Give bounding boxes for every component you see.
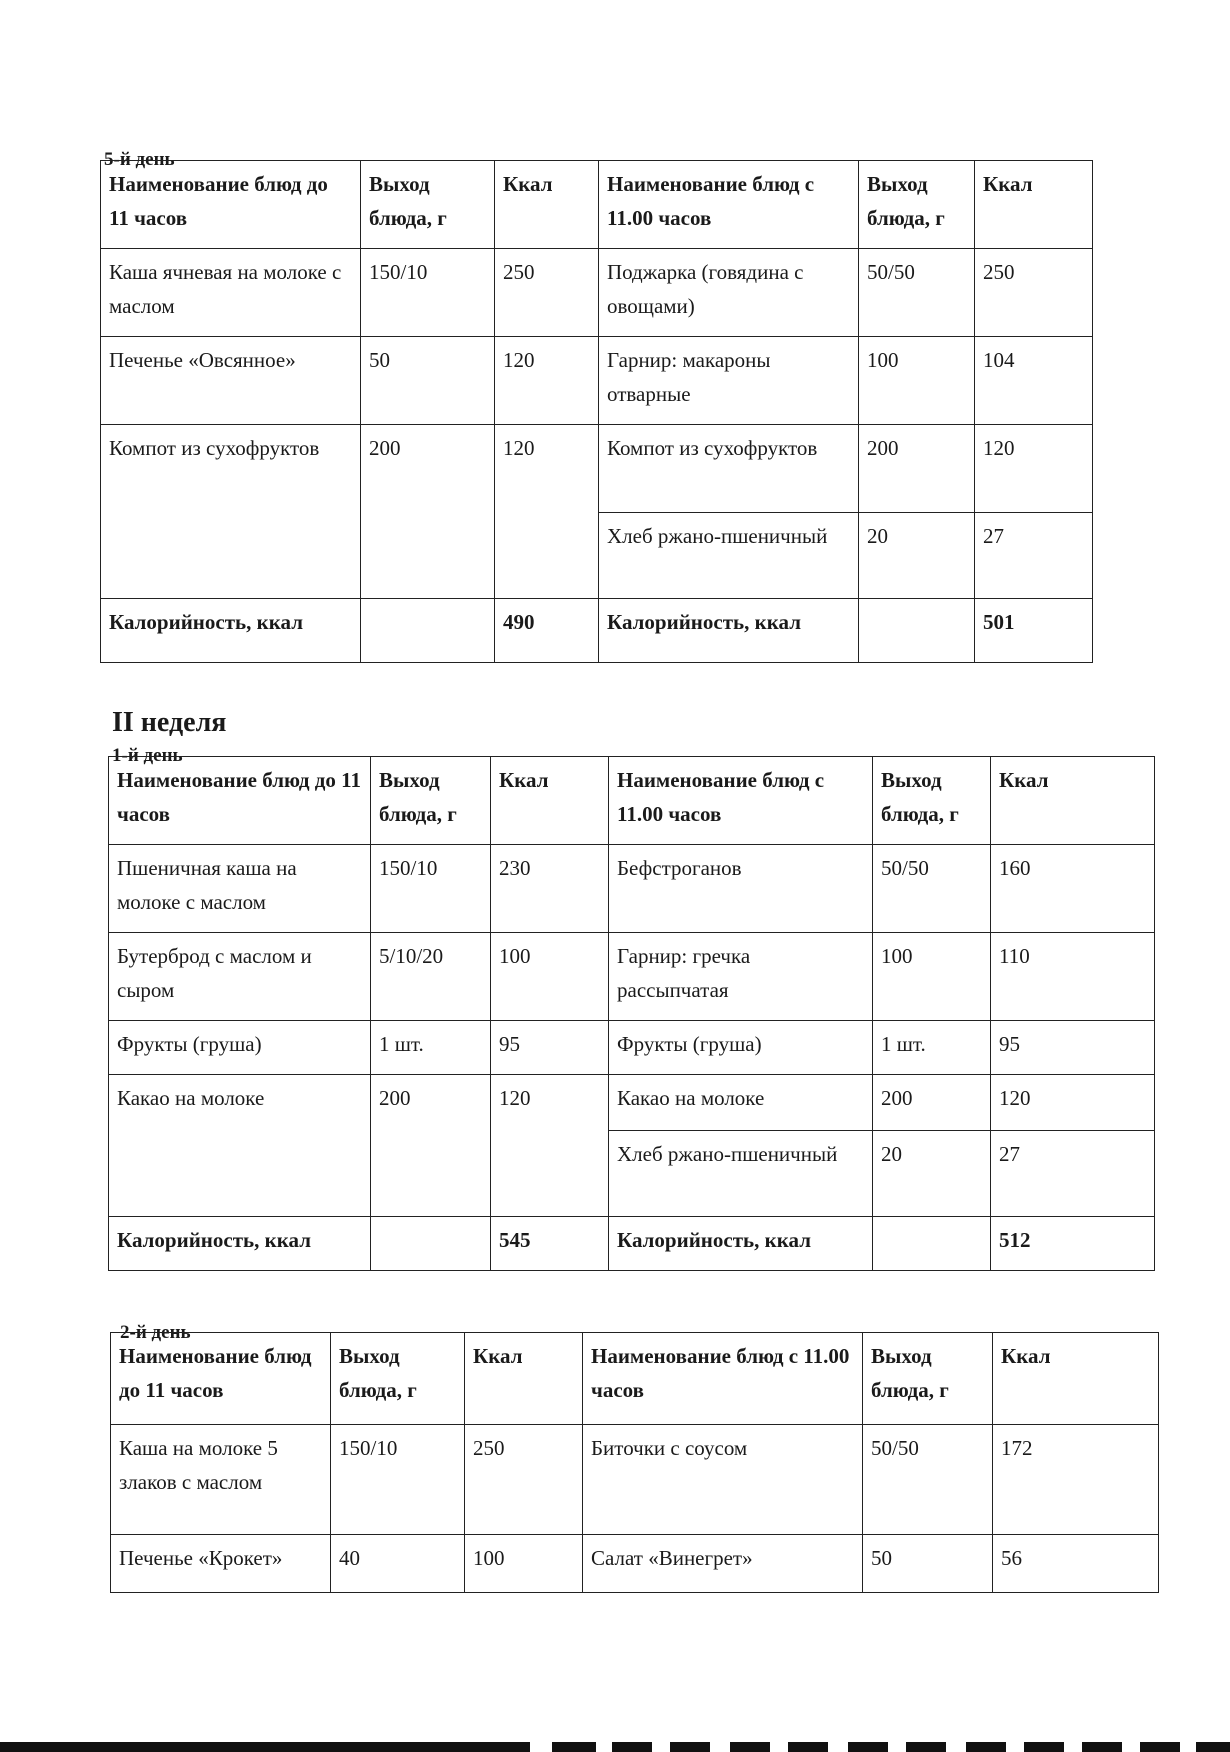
scan-edge-bar	[1196, 1742, 1230, 1752]
table-row	[109, 933, 1155, 1021]
dish-yield: 50	[361, 337, 495, 425]
day-label: 5-й день	[104, 149, 175, 170]
dish-name: Компот из сухофруктов	[101, 425, 361, 599]
dish-kcal: 27	[991, 1131, 1155, 1217]
table-row	[111, 1535, 1159, 1593]
calories-total-value: 545	[491, 1217, 609, 1271]
total-row	[109, 1217, 1155, 1271]
dish-name: Печенье «Крокет»	[111, 1535, 331, 1593]
dish-yield: 20	[873, 1131, 991, 1217]
calories-total-label: Калорийность, ккал	[101, 599, 361, 663]
dish-yield: 20	[859, 513, 975, 599]
dish-name: Пшеничная каша на молоке с маслом	[109, 845, 371, 933]
dish-yield: 200	[361, 425, 495, 599]
dish-name: Каша ячневая на молоке с маслом	[101, 249, 361, 337]
empty-cell	[361, 599, 495, 663]
day-label: 1-й день	[112, 745, 183, 766]
dish-kcal: 120	[491, 1075, 609, 1217]
table-row	[101, 425, 1093, 513]
dish-name: Каша на молоке 5 злаков с маслом	[111, 1425, 331, 1535]
dish-name: Фрукты (груша)	[609, 1021, 873, 1075]
dish-yield: 150/10	[371, 845, 491, 933]
empty-cell	[859, 599, 975, 663]
col-header-dish-after-11: Наименование блюд с 11.00 часов	[599, 161, 859, 249]
dish-kcal: 100	[465, 1535, 583, 1593]
dish-kcal: 120	[975, 425, 1093, 513]
scan-edge-bar	[1024, 1742, 1064, 1752]
scan-edge-bar	[848, 1742, 888, 1752]
dish-kcal: 56	[993, 1535, 1159, 1593]
dish-kcal: 95	[491, 1021, 609, 1075]
dish-kcal: 110	[991, 933, 1155, 1021]
dish-name: Гарнир: макароны отварные	[599, 337, 859, 425]
empty-cell	[371, 1217, 491, 1271]
col-header-yield: Выход блюда, г	[863, 1333, 993, 1425]
col-header-kcal: Ккал	[975, 161, 1093, 249]
dish-yield: 50/50	[859, 249, 975, 337]
menu-table-week1-day5	[100, 160, 1093, 663]
menu-table-week2-day1	[108, 756, 1155, 1271]
table-row	[101, 337, 1093, 425]
calories-total-label: Калорийность, ккал	[599, 599, 859, 663]
col-header-kcal: Ккал	[993, 1333, 1159, 1425]
table-row	[109, 1075, 1155, 1131]
scan-edge-bar	[0, 1742, 530, 1752]
dish-yield: 150/10	[361, 249, 495, 337]
col-header-kcal: Ккал	[991, 757, 1155, 845]
scan-edge-bar	[730, 1742, 770, 1752]
dish-name: Какао на молоке	[609, 1075, 873, 1131]
dish-name: Хлеб ржано-пшеничный	[609, 1131, 873, 1217]
scan-edge-bar	[1140, 1742, 1180, 1752]
dish-name: Биточки с соусом	[583, 1425, 863, 1535]
week-title: II неделя	[112, 707, 227, 738]
dish-name: Какао на молоке	[109, 1075, 371, 1217]
dish-kcal: 120	[495, 337, 599, 425]
col-header-yield: Выход блюда, г	[371, 757, 491, 845]
calories-total-label: Калорийность, ккал	[609, 1217, 873, 1271]
col-header-dish-before-11: Наименование блюд до 11 часов	[101, 161, 361, 249]
dish-name: Салат «Винегрет»	[583, 1535, 863, 1593]
dish-yield: 200	[371, 1075, 491, 1217]
scan-edge-bar	[966, 1742, 1006, 1752]
day-label: 2-й день	[120, 1322, 191, 1343]
dish-yield: 50/50	[873, 845, 991, 933]
dish-kcal: 160	[991, 845, 1155, 933]
scan-edge-bar	[612, 1742, 652, 1752]
col-header-dish-before-11: Наименование блюд до 11 часов	[111, 1333, 331, 1425]
dish-name: Бутерброд с маслом и сыром	[109, 933, 371, 1021]
dish-kcal: 104	[975, 337, 1093, 425]
dish-kcal: 120	[991, 1075, 1155, 1131]
dish-kcal: 100	[491, 933, 609, 1021]
calories-total-label: Калорийность, ккал	[109, 1217, 371, 1271]
dish-yield: 200	[859, 425, 975, 513]
dish-kcal: 172	[993, 1425, 1159, 1535]
scan-edge-bar	[1082, 1742, 1122, 1752]
table-row	[109, 1021, 1155, 1075]
col-header-dish-after-11: Наименование блюд с 11.00 часов	[583, 1333, 863, 1425]
table-row	[111, 1425, 1159, 1535]
dish-name: Компот из сухофруктов	[599, 425, 859, 513]
scan-edge-bar	[552, 1742, 596, 1752]
dish-name: Хлеб ржано-пшеничный	[599, 513, 859, 599]
scan-edge-bar	[788, 1742, 828, 1752]
dish-kcal: 120	[495, 425, 599, 599]
col-header-dish-before-11: Наименование блюд до 11 часов	[109, 757, 371, 845]
dish-yield: 40	[331, 1535, 465, 1593]
col-header-yield: Выход блюда, г	[873, 757, 991, 845]
col-header-yield: Выход блюда, г	[331, 1333, 465, 1425]
dish-kcal: 250	[495, 249, 599, 337]
header-row	[101, 161, 1093, 249]
dish-yield: 1 шт.	[371, 1021, 491, 1075]
menu-table-week2-day2	[110, 1332, 1159, 1593]
dish-kcal: 250	[975, 249, 1093, 337]
dish-kcal: 27	[975, 513, 1093, 599]
dish-yield: 50	[863, 1535, 993, 1593]
calories-total-value: 490	[495, 599, 599, 663]
empty-cell	[873, 1217, 991, 1271]
dish-yield: 50/50	[863, 1425, 993, 1535]
total-row	[101, 599, 1093, 663]
scan-edge-bar	[906, 1742, 946, 1752]
dish-name: Бефстроганов	[609, 845, 873, 933]
scan-edge-bar	[670, 1742, 710, 1752]
col-header-dish-after-11: Наименование блюд с 11.00 часов	[609, 757, 873, 845]
header-row	[109, 757, 1155, 845]
dish-yield: 5/10/20	[371, 933, 491, 1021]
col-header-yield: Выход блюда, г	[361, 161, 495, 249]
dish-name: Печенье «Овсянное»	[101, 337, 361, 425]
dish-yield: 150/10	[331, 1425, 465, 1535]
dish-yield: 100	[873, 933, 991, 1021]
header-row	[111, 1333, 1159, 1425]
calories-total-value: 512	[991, 1217, 1155, 1271]
table-row	[101, 249, 1093, 337]
col-header-kcal: Ккал	[491, 757, 609, 845]
table-row	[109, 845, 1155, 933]
dish-name: Гарнир: гречка рассыпчатая	[609, 933, 873, 1021]
col-header-kcal: Ккал	[495, 161, 599, 249]
dish-name: Поджарка (говядина с овощами)	[599, 249, 859, 337]
dish-yield: 200	[873, 1075, 991, 1131]
calories-total-value: 501	[975, 599, 1093, 663]
dish-kcal: 95	[991, 1021, 1155, 1075]
dish-name: Фрукты (груша)	[109, 1021, 371, 1075]
col-header-yield: Выход блюда, г	[859, 161, 975, 249]
dish-kcal: 230	[491, 845, 609, 933]
dish-yield: 1 шт.	[873, 1021, 991, 1075]
col-header-kcal: Ккал	[465, 1333, 583, 1425]
dish-yield: 100	[859, 337, 975, 425]
dish-kcal: 250	[465, 1425, 583, 1535]
